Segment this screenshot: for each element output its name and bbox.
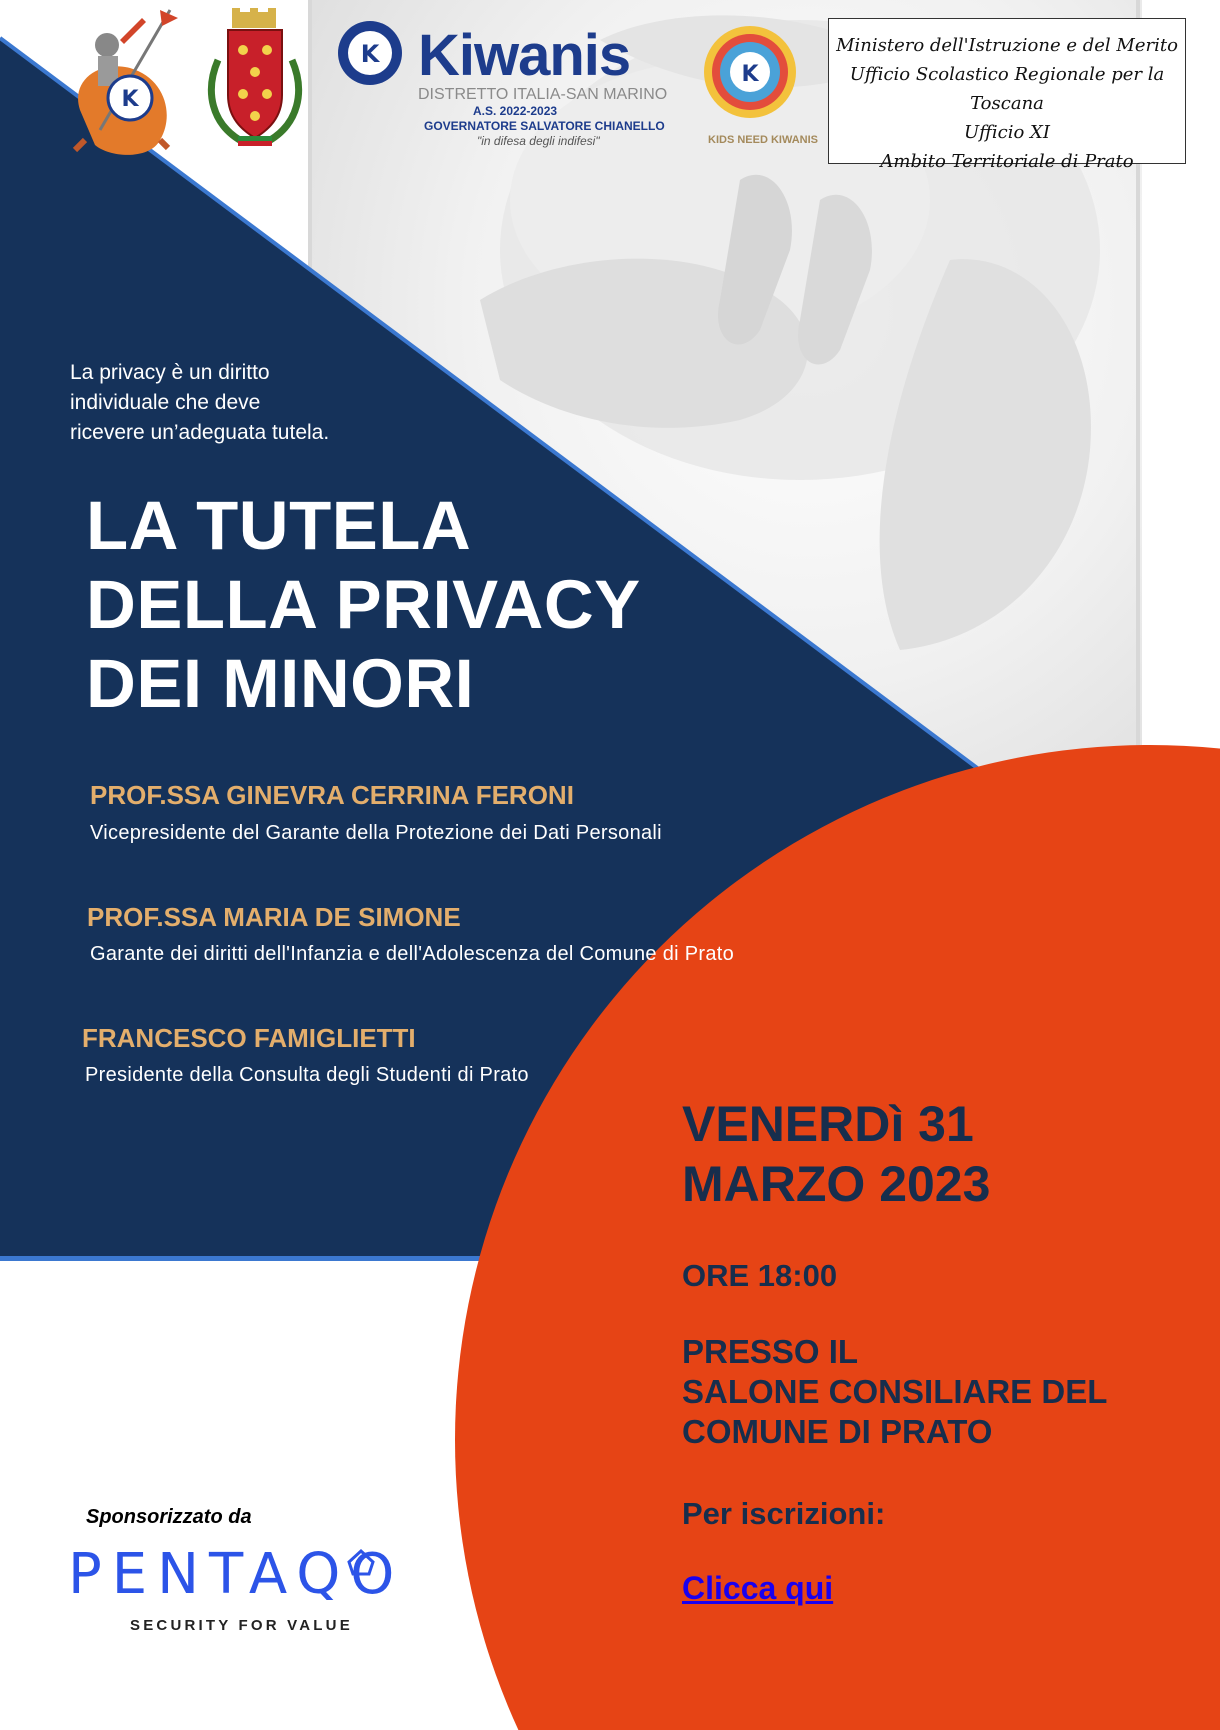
- speaker-name: PROF.SSA MARIA DE SIMONE: [87, 902, 461, 932]
- prato-coat-of-arms-icon: [211, 8, 298, 146]
- intro-line: ricevere un’adeguata tutela.: [70, 421, 330, 444]
- venue-line: SALONE CONSILIARE DEL: [682, 1373, 1108, 1410]
- event-date-line: VENERDì 31: [682, 1096, 974, 1152]
- speaker-name: PROF.SSA GINEVRA CERRINA FERONI: [90, 780, 574, 810]
- kiwanis-year: A.S. 2022-2023: [473, 104, 558, 118]
- page-title: [86, 486, 641, 723]
- event-date-line: MARZO 2023: [682, 1156, 991, 1212]
- intro-line: individuale che deve: [70, 391, 261, 414]
- speaker-name: FRANCESCO FAMIGLIETTI: [82, 1023, 416, 1053]
- speaker-role: Vicepresidente del Garante della Protezione dei Dati Personali: [90, 822, 662, 844]
- kids-need-kiwanis-label: KIDS NEED KIWANIS: [708, 134, 819, 146]
- registration-link[interactable]: Clicca qui: [682, 1570, 834, 1606]
- ministero-line: Ufficio XI: [963, 122, 1050, 143]
- speaker-role: Garante dei diritti dell'Infanzia e dell'Adolescenza del Comune di Prato: [90, 943, 735, 965]
- kiwanis-motto: "in difesa degli indifesi": [477, 134, 600, 148]
- venue-line: COMUNE DI PRATO: [682, 1413, 993, 1450]
- title-line: LA TUTELA: [86, 487, 472, 564]
- event-time: ORE 18:00: [682, 1258, 838, 1293]
- title-line: DELLA PRIVACY: [86, 566, 641, 643]
- sponsor-logo-wordmark: PENTAQO: [68, 1542, 405, 1607]
- accent-bottom: [0, 1256, 560, 1261]
- ministero-line: Ufficio Scolastico Regionale per la Toscana: [849, 64, 1165, 114]
- svg-text:K: K: [360, 40, 380, 68]
- sponsor-label: Sponsorizzato da: [86, 1506, 252, 1528]
- intro-line: La privacy è un diritto: [70, 361, 270, 384]
- kiwanis-governor: GOVERNATORE SALVATORE CHIANELLO: [424, 119, 665, 133]
- event-date: [682, 1094, 990, 1214]
- ministero-line: Ministero dell'Istruzione e del Merito: [836, 35, 1178, 56]
- title-line: DEI MINORI: [86, 645, 475, 722]
- svg-text:K: K: [121, 87, 139, 112]
- ministero-box: [828, 18, 1186, 172]
- intro-text: [70, 358, 390, 448]
- kiwanis-knight-icon: [75, 10, 178, 155]
- kids-need-kiwanis-icon: [704, 26, 796, 118]
- event-venue: [682, 1332, 1107, 1452]
- kiwanis-international-icon: [338, 21, 402, 85]
- sponsor-tagline: SECURITY FOR VALUE: [130, 1617, 353, 1634]
- speaker-role: Presidente della Consulta degli Studenti di Prato: [85, 1064, 529, 1086]
- kiwanis-district: DISTRETTO ITALIA-SAN MARINO: [418, 86, 668, 103]
- svg-text:K: K: [741, 62, 759, 87]
- venue-line: PRESSO IL: [682, 1333, 859, 1370]
- ministero-line: Ambito Territoriale di Prato: [880, 151, 1134, 172]
- kiwanis-wordmark: Kiwanis: [418, 23, 631, 88]
- registration-label: Per iscrizioni:: [682, 1496, 886, 1531]
